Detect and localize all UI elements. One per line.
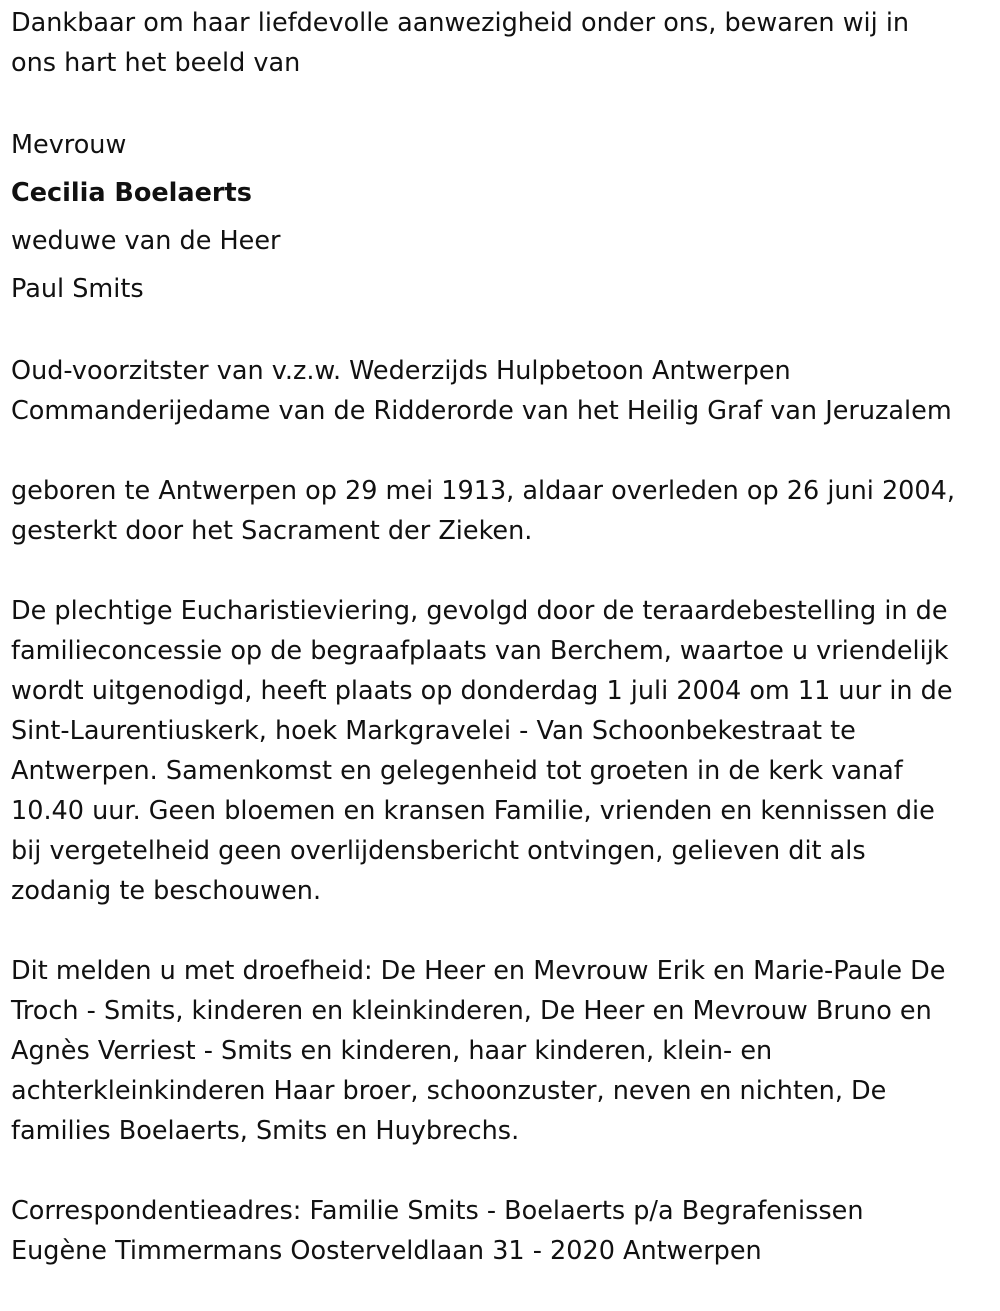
intro-paragraph — [11, 3, 996, 83]
obituary-document — [11, 3, 996, 1311]
deceased-name: Cecilia Boelaerts — [11, 178, 252, 208]
title-line: Oud-voorzitster van v.z.w. Wederzijds Hulpbetoon Antwerpen — [11, 356, 791, 386]
deceased-relation: weduwe van de Heer — [11, 226, 281, 256]
birth-death-line: gesterkt door het Sacrament der Zieken. — [11, 516, 533, 546]
correspondence-line: Eugène Timmermans Oosterveldlaan 31 - 2020 Antwerpen — [11, 1236, 762, 1266]
ceremony-line: 10.40 uur. Geen bloemen en kransen Familie, vrienden en kennissen die — [11, 796, 935, 826]
intro-line: ons hart het beeld van — [11, 48, 301, 78]
ceremony-line: De plechtige Eucharistieviering, gevolgd door de teraardebestelling in de — [11, 596, 948, 626]
ceremony-line: wordt uitgenodigd, heeft plaats op donderdag 1 juli 2004 om 11 uur in de — [11, 676, 953, 706]
ceremony-line: zodanig te beschouwen. — [11, 876, 322, 906]
ceremony-line: Sint-Laurentiuskerk, hoek Markgravelei - Van Schoonbekestraat te — [11, 716, 856, 746]
deceased-block — [11, 121, 996, 313]
spouse-name: Paul Smits — [11, 274, 144, 304]
ceremony-line: familieconcessie op de begraafplaats van Berchem, waartoe u vriendelijk — [11, 636, 949, 666]
correspondence-paragraph — [11, 1191, 996, 1271]
correspondence-line: Correspondentieadres: Familie Smits - Boelaerts p/a Begrafenissen — [11, 1196, 864, 1226]
announcement-line: families Boelaerts, Smits en Huybrechs. — [11, 1116, 520, 1146]
ceremony-line: Antwerpen. Samenkomst en gelegenheid tot groeten in de kerk vanaf — [11, 756, 903, 786]
announcement-line: Dit melden u met droefheid: De Heer en Mevrouw Erik en Marie-Paule De — [11, 956, 946, 986]
announcement-line: Agnès Verriest - Smits en kinderen, haar kinderen, klein- en — [11, 1036, 773, 1066]
birth-death-paragraph — [11, 471, 996, 551]
announcement-line: achterkleinkinderen Haar broer, schoonzuster, neven en nichten, De — [11, 1076, 887, 1106]
intro-line: Dankbaar om haar liefdevolle aanwezigheid onder ons, bewaren wij in — [11, 8, 910, 38]
deceased-title: Mevrouw — [11, 130, 127, 160]
titles-paragraph — [11, 351, 996, 431]
announcement-paragraph — [11, 951, 996, 1151]
birth-death-line: geboren te Antwerpen op 29 mei 1913, aldaar overleden op 26 juni 2004, — [11, 476, 955, 506]
title-line: Commanderijedame van de Ridderorde van het Heilig Graf van Jeruzalem — [11, 396, 952, 426]
ceremony-paragraph — [11, 591, 996, 911]
ceremony-line: bij vergetelheid geen overlijdensbericht ontvingen, gelieven dit als — [11, 836, 866, 866]
announcement-line: Troch - Smits, kinderen en kleinkinderen, De Heer en Mevrouw Bruno en — [11, 996, 932, 1026]
